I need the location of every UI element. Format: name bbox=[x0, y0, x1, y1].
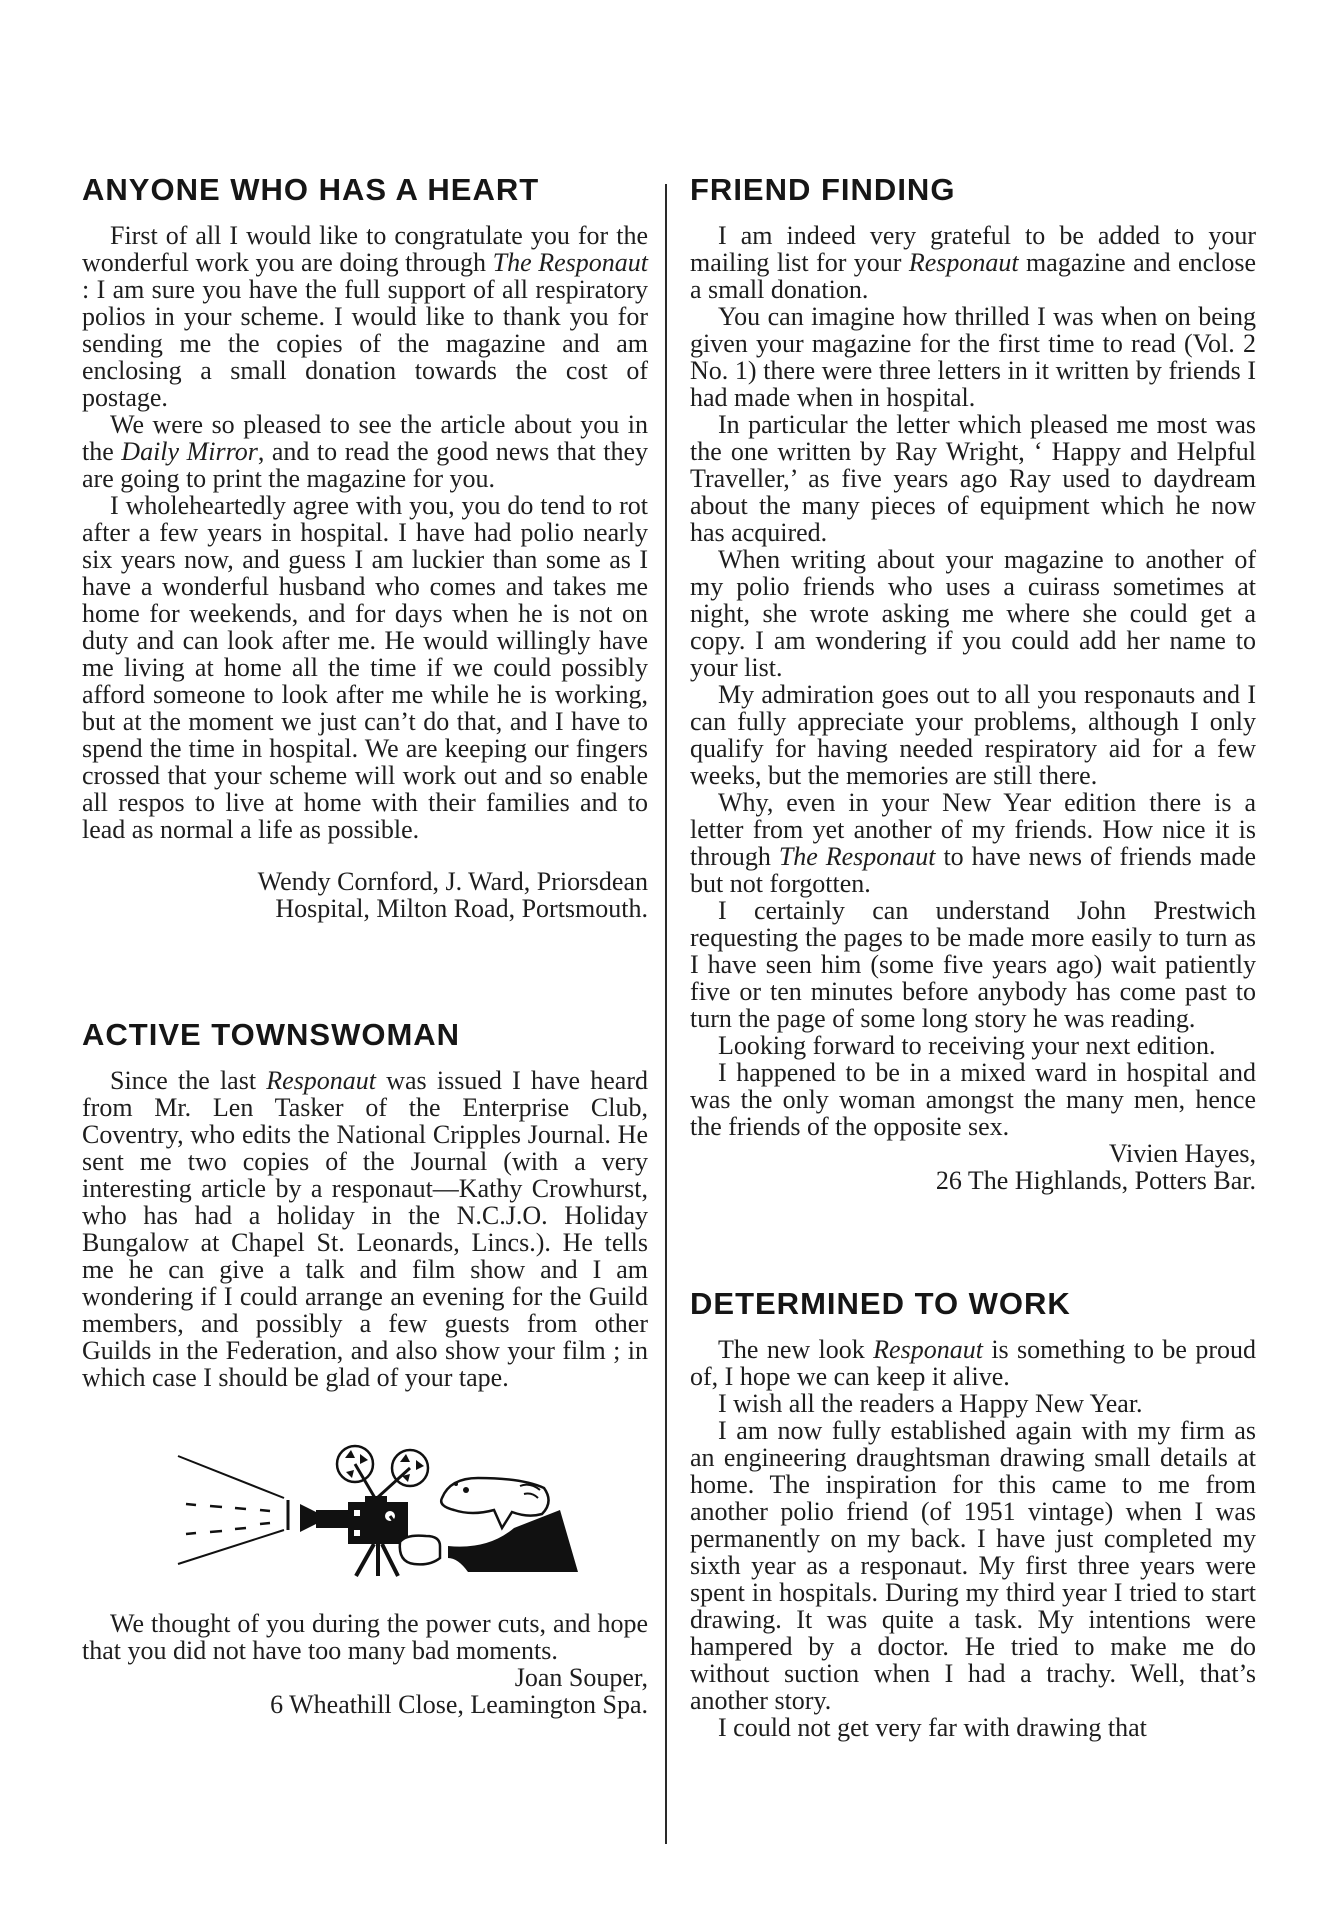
article-anyone-who-has-a-heart bbox=[82, 172, 648, 922]
article-friend-finding bbox=[690, 172, 1256, 1194]
left-column bbox=[82, 172, 648, 1718]
paragraph: We thought of you during the power cuts, and hope that you did not have too many bad moments. bbox=[82, 1609, 648, 1665]
paragraph: I wholeheartedly agree with you, you do tend to rot after a few years in hospital. I have had polio nearly six years now, and guess I am luckier than some as I have a wonderful husband who comes and takes me home for weekends, and for days when he is not on duty and can look after me. He would willingly have me living at home all the time if we could possibly afford someone to look after me while he is working, but at the moment we just can’t do that, and I have to spend the time in hospital. We are keeping our fingers crossed that your scheme will work out and so enable all respos to live at home with their families and to lead as normal a life as possible. bbox=[82, 491, 648, 844]
signature-name: Vivien Hayes, bbox=[1108, 1139, 1256, 1168]
publication-name: Responaut bbox=[873, 1335, 983, 1364]
article-title: DETERMINED TO WORK bbox=[690, 1286, 1071, 1321]
paragraph: Since the last Responaut was issued I have heard from Mr. Len Tasker of the Enterprise Club, Coventry, who edits the National Cripples Journal. He sent me two copies of the Journal (with a very interesting article by a responaut—Kathy Crowhurst, who has had a holiday in the N.C.J.O. Holiday Bungalow at Chapel St. Leonards, Lincs.). He tells me he can give a talk and film show and I am wondering if I could arrange an evening for the Guild members, and possibly a few guests from other Guilds in the Federation, and also show your film ; in which case I should be glad of your tape. bbox=[82, 1066, 648, 1392]
paragraph: When writing about your magazine to another of my polio friends who uses a cuirass sometimes at night, she wrote asking me where she could get a copy. I am wondering if you could add her name to your list. bbox=[690, 545, 1256, 682]
signature-name: Joan Souper, bbox=[514, 1663, 648, 1692]
paragraph: In particular the letter which pleased me most was the one written by Ray Wright, ‘ Happy and Helpful Traveller,’ as five years ago Ray used to daydream about the many pieces of equipment which he now has acquired. bbox=[690, 410, 1256, 547]
paragraph: Why, even in your New Year edition there is a letter from yet another of my friends. How nice it is through The Responaut to have news of friends made but not forgotten. bbox=[690, 788, 1256, 898]
paragraph: I am now fully established again with my firm as an engineering draughtsman drawing small details at home. The inspiration for this came to me from another polio friend (of 1951 vintage) when I was permanently on my back. I have just completed my sixth year as a responaut. My first three years were spent in hospitals. During my third year I tried to start drawing. It was quite a task. My intentions were hampered by a doctor. He tried to make me do without suction when I had a trachy. Well, that’s another story. bbox=[690, 1416, 1256, 1715]
paragraph: First of all I would like to congratulate you for the wonderful work you are doing through The Responaut : I am sure you have the full support of all respiratory polios in your scheme. I would like to thank you for sending me the copies of the magazine and am enclosing a small donation towards the cost of postage. bbox=[82, 221, 649, 412]
paragraph: The new look Responaut is something to be proud of, I hope we can keep it alive. bbox=[690, 1335, 1256, 1391]
film-projector-cartoon-icon bbox=[160, 1426, 580, 1586]
publication-name: Responaut bbox=[266, 1066, 377, 1095]
signature-name: Wendy Cornford, J. Ward, Priorsdean bbox=[257, 867, 648, 896]
paragraph: You can imagine how thrilled I was when on being given your magazine for the first time to read (Vol. 2 No. 1) there were three letters in it written by friends I had made when in hospital. bbox=[690, 302, 1256, 412]
signature-address: 26 The Highlands, Potters Bar. bbox=[935, 1166, 1256, 1195]
right-column bbox=[690, 172, 1256, 1741]
signature-address: 6 Wheathill Close, Leamington Spa. bbox=[270, 1690, 648, 1719]
column-divider bbox=[665, 184, 667, 1844]
paragraph: I am indeed very grateful to be added to your mailing list for your Responaut magazine and enclose a small donation. bbox=[690, 221, 1257, 304]
article-active-townswoman bbox=[82, 1017, 648, 1718]
article-title: FRIEND FINDING bbox=[690, 172, 956, 207]
paragraph: I wish all the readers a Happy New Year. bbox=[718, 1389, 1143, 1418]
publication-name: The Responaut bbox=[778, 842, 936, 871]
article-title: ACTIVE TOWNSWOMAN bbox=[82, 1017, 461, 1052]
publication-name: Responaut bbox=[908, 248, 1019, 277]
paragraph: We were so pleased to see the article about you in the Daily Mirror, and to read the good news that they are going to print the magazine for you. bbox=[82, 410, 648, 493]
paragraph: I happened to be in a mixed ward in hospital and was the only woman amongst the many men, hence the friends of the opposite sex. bbox=[690, 1058, 1256, 1141]
paragraph: My admiration goes out to all you responauts and I can fully appreciate your problems, although I only qualify for having needed respiratory aid for a few weeks, but the memories are still there. bbox=[690, 680, 1256, 790]
paragraph: I could not get very far with drawing that bbox=[718, 1713, 1147, 1742]
article-title: ANYONE WHO HAS A HEART bbox=[82, 172, 540, 207]
paragraph: I certainly can understand John Prestwich requesting the pages to be made more easily to turn as I have seen him (some five years ago) wait patiently five or ten minutes before anybody has come past to turn the page of some long story he was reading. bbox=[690, 896, 1256, 1033]
article-determined-to-work bbox=[690, 1286, 1256, 1741]
signature-address: Hospital, Milton Road, Portsmouth. bbox=[275, 894, 648, 923]
publication-name: The Responaut bbox=[492, 248, 649, 277]
publication-name: Daily Mirror bbox=[121, 437, 258, 466]
paragraph: Looking forward to receiving your next edition. bbox=[718, 1031, 1216, 1060]
